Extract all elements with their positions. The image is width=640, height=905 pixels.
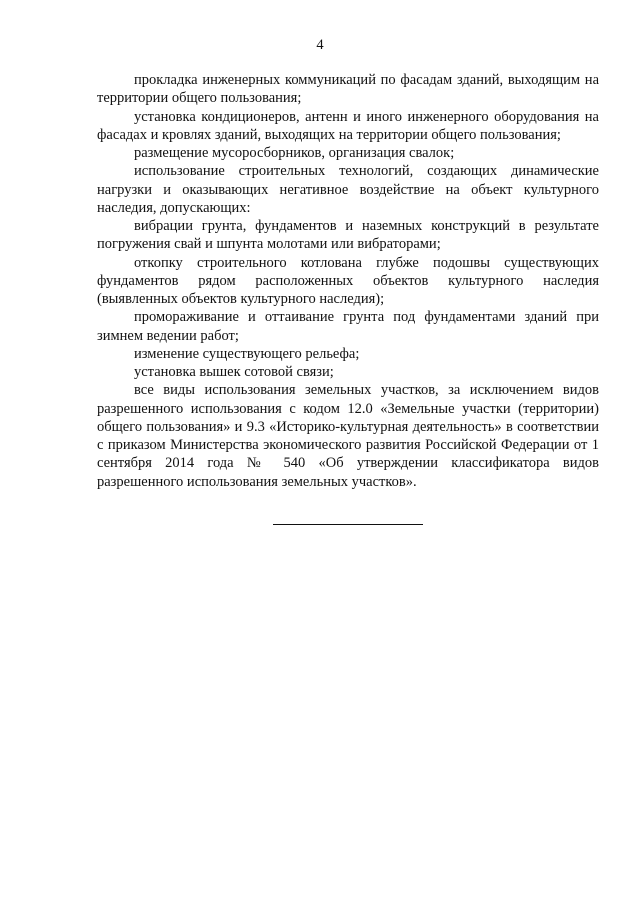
- paragraph-construction-technologies: использование строительных технологий, создающих динамические нагрузки и оказывающих негативное воздействие на объект культурного наследия, допускающих:: [97, 163, 599, 216]
- paragraph-freezing-thawing: промораживание и оттаивание грунта под фундаментами зданий при зимнем ведении работ;: [97, 309, 599, 344]
- page-number: 4: [316, 37, 324, 53]
- paragraph-excavation: откопку строительного котлована глубже подошвы существующих фундаментов рядом расположенных объектов культурного наследия (выявленных объектов культурного наследия);: [97, 254, 599, 307]
- paragraph-relief-change: изменение существующего рельефа;: [134, 345, 360, 362]
- paragraph-waste-collectors: размещение мусоросборников, организация свалок;: [134, 145, 455, 161]
- end-divider: [273, 524, 423, 525]
- paragraph-air-conditioners-antennas: установка кондиционеров, антенн и иного инженерного оборудования на фасадах и кровлях зданий, выходящих на территории общего пользования;: [97, 108, 599, 143]
- paragraph-land-use: все виды использования земельных участков, за исключением видов разрешенного использования с кодом 12.0 «Земельные участки (территории) общего пользования» и 9.3 «Историко-культурная деятельность» в соответствии с приказом Министерства экономического развития Российской Федерации от 1 сентября 2014 года № 540 «Об утверждении классификатора видов разрешенного использования земельных участков».: [97, 382, 599, 490]
- document-body: [97, 71, 599, 491]
- paragraph-engineering-communications: прокладка инженерных коммуникаций по фасадам зданий, выходящим на территории общего пользования;: [97, 72, 599, 107]
- paragraph-cell-towers: установка вышек сотовой связи;: [134, 364, 334, 380]
- paragraph-ground-vibration: вибрации грунта, фундаментов и наземных конструкций в результате погружения свай и шпунта молотами или вибраторами;: [97, 218, 599, 253]
